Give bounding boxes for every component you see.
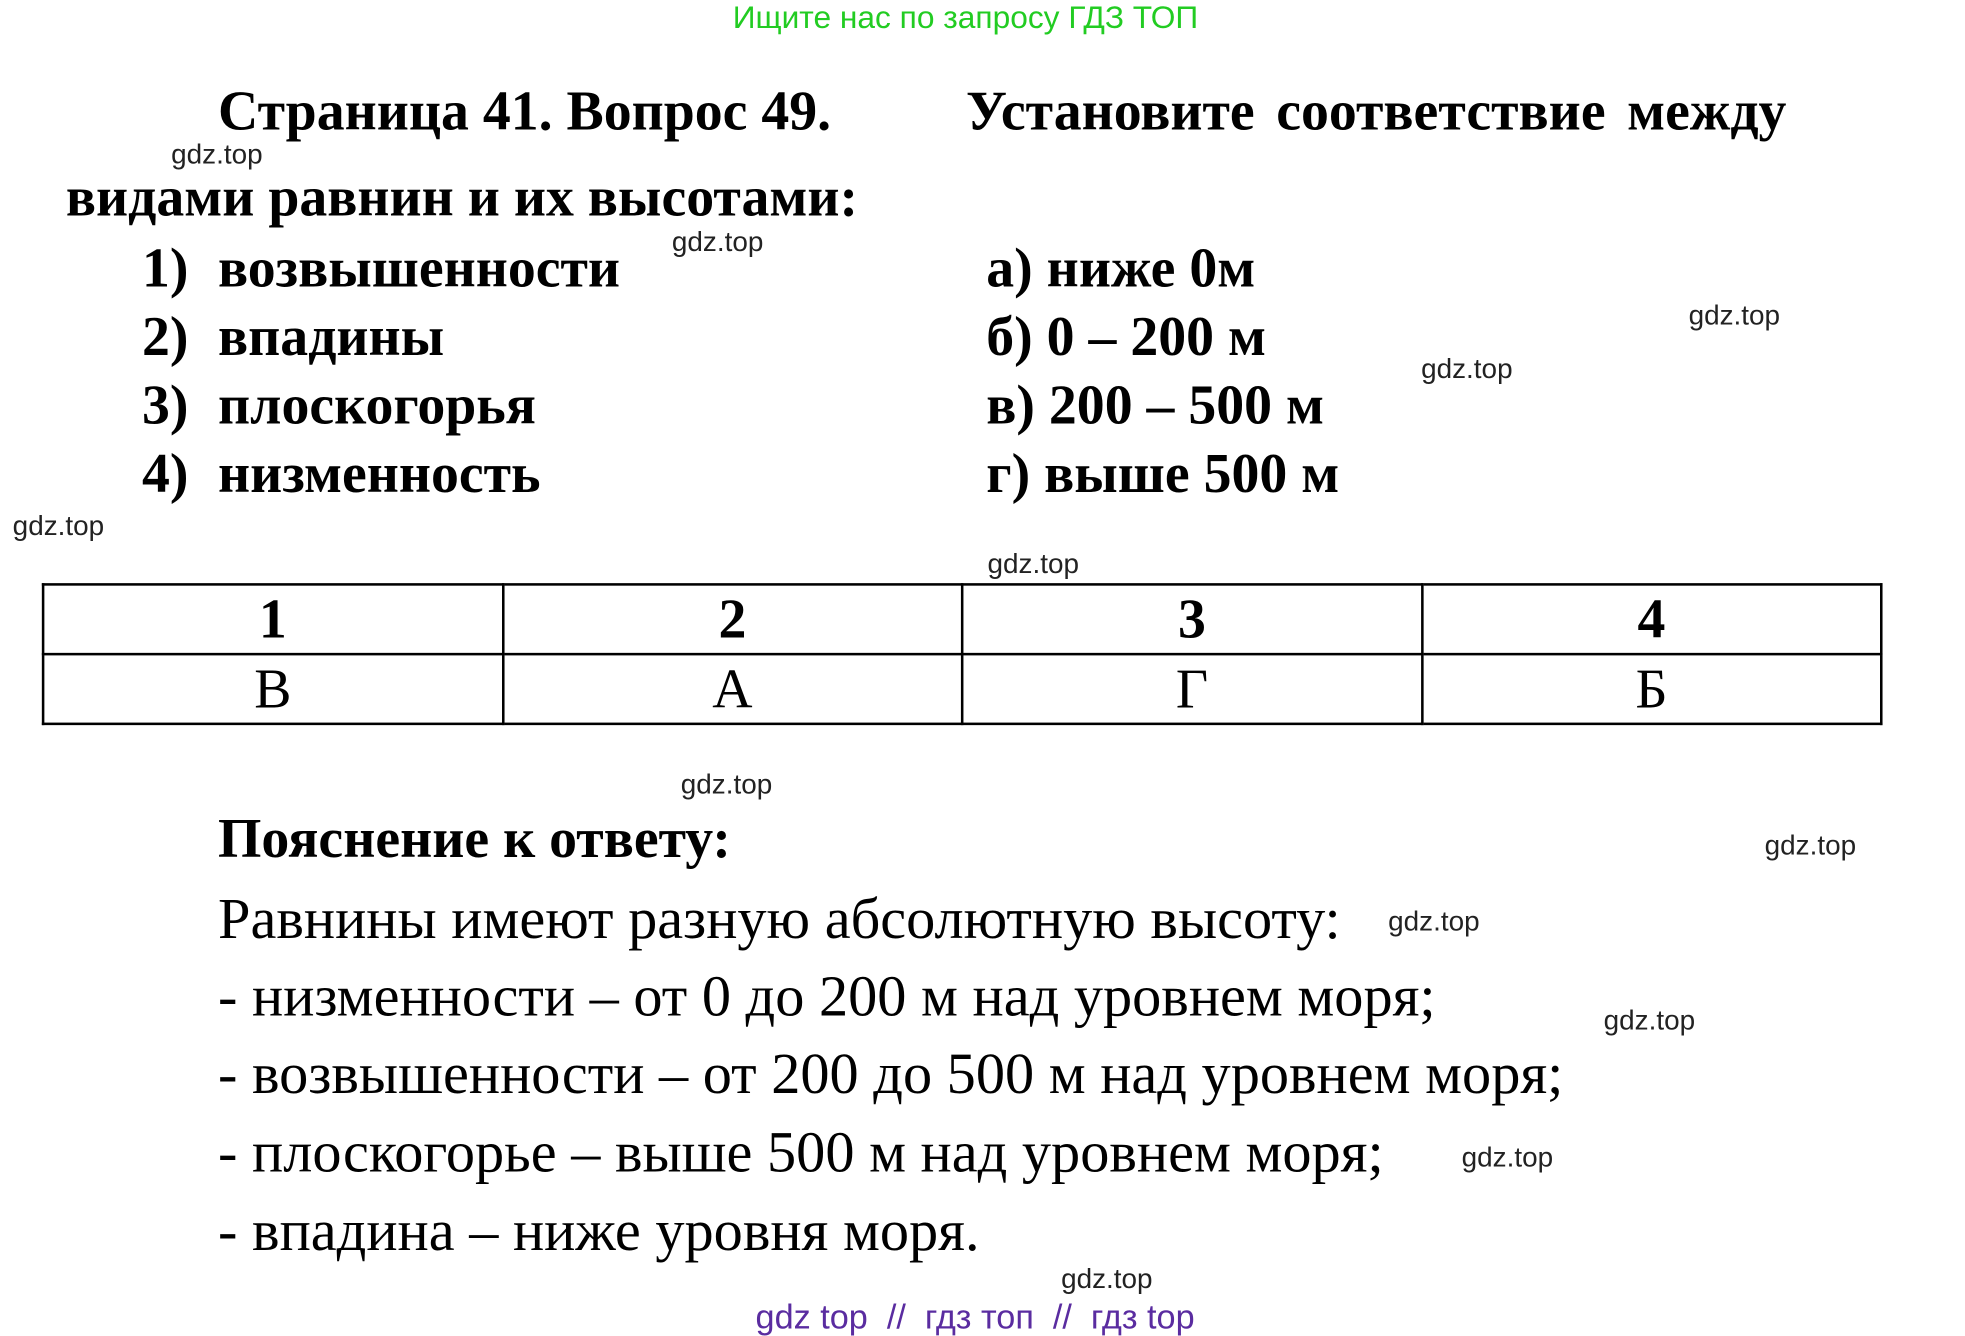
left-item-num: 1) bbox=[141, 237, 189, 300]
answer-table bbox=[42, 583, 1883, 725]
watermark: gdz.top bbox=[1061, 1262, 1153, 1295]
explanation-intro: Равнины имеют разную абсолютную высоту: bbox=[218, 886, 1341, 951]
table-header-cell: 2 bbox=[503, 584, 963, 654]
left-item-num: 2) bbox=[141, 305, 189, 368]
task-line-1: Установите соответствие между bbox=[965, 79, 1787, 142]
watermark: gdz.top bbox=[680, 768, 773, 800]
search-banner: Ищите нас по запросу ГДЗ ТОП bbox=[732, 0, 1199, 36]
explanation-heading: Пояснение к ответу: bbox=[218, 807, 731, 870]
right-item: в) 200 – 500 м bbox=[986, 373, 1324, 437]
explanation-line: - впадина – ниже уровня моря. bbox=[218, 1197, 980, 1263]
table-row bbox=[43, 654, 1881, 724]
left-item-text: возвышенности bbox=[218, 237, 621, 300]
watermark: gdz.top bbox=[987, 547, 1080, 580]
watermark: gdz.top bbox=[1688, 299, 1781, 331]
watermark: gdz.top bbox=[1764, 829, 1857, 861]
page-question-title: Страница 41. Вопрос 49. bbox=[218, 79, 832, 142]
right-item: б) 0 – 200 м bbox=[986, 305, 1266, 368]
right-item: г) выше 500 м bbox=[986, 442, 1340, 505]
watermark: gdz.top bbox=[671, 225, 764, 258]
table-header-cell: 4 bbox=[1422, 584, 1882, 654]
left-item-num: 4) bbox=[141, 442, 189, 505]
watermark: gdz.top bbox=[1603, 1004, 1696, 1036]
watermark: gdz.top bbox=[1421, 352, 1513, 385]
watermark: gdz.top bbox=[1461, 1140, 1554, 1173]
table-header-row bbox=[43, 584, 1881, 654]
left-item-num: 3) bbox=[141, 373, 189, 437]
table-header-cell: 3 bbox=[962, 584, 1422, 654]
explanation-line: - низменности – от 0 до 200 м над уровнем моря; bbox=[218, 963, 1436, 1029]
watermark: gdz.top bbox=[171, 138, 263, 170]
footer-links: gdz top // гдз топ // гдз top bbox=[755, 1298, 1195, 1336]
table-cell: Г bbox=[962, 654, 1422, 724]
left-item-text: впадины bbox=[218, 305, 445, 368]
right-item: а) ниже 0м bbox=[986, 237, 1256, 300]
table-cell: А bbox=[503, 654, 963, 724]
task-line-2: видами равнин и их высотами: bbox=[65, 166, 859, 229]
watermark: gdz.top bbox=[1388, 905, 1480, 937]
left-item-text: низменность bbox=[218, 442, 541, 505]
watermark: gdz.top bbox=[12, 509, 105, 542]
table-cell: В bbox=[43, 654, 503, 724]
table-header-cell: 1 bbox=[43, 584, 503, 654]
explanation-line: - плоскогорье – выше 500 м над уровнем моря; bbox=[218, 1119, 1384, 1185]
left-item-text: плоскогорья bbox=[218, 373, 536, 437]
table-cell: Б bbox=[1422, 654, 1882, 724]
explanation-line: - возвышенности – от 200 до 500 м над уровнем моря; bbox=[218, 1040, 1564, 1106]
